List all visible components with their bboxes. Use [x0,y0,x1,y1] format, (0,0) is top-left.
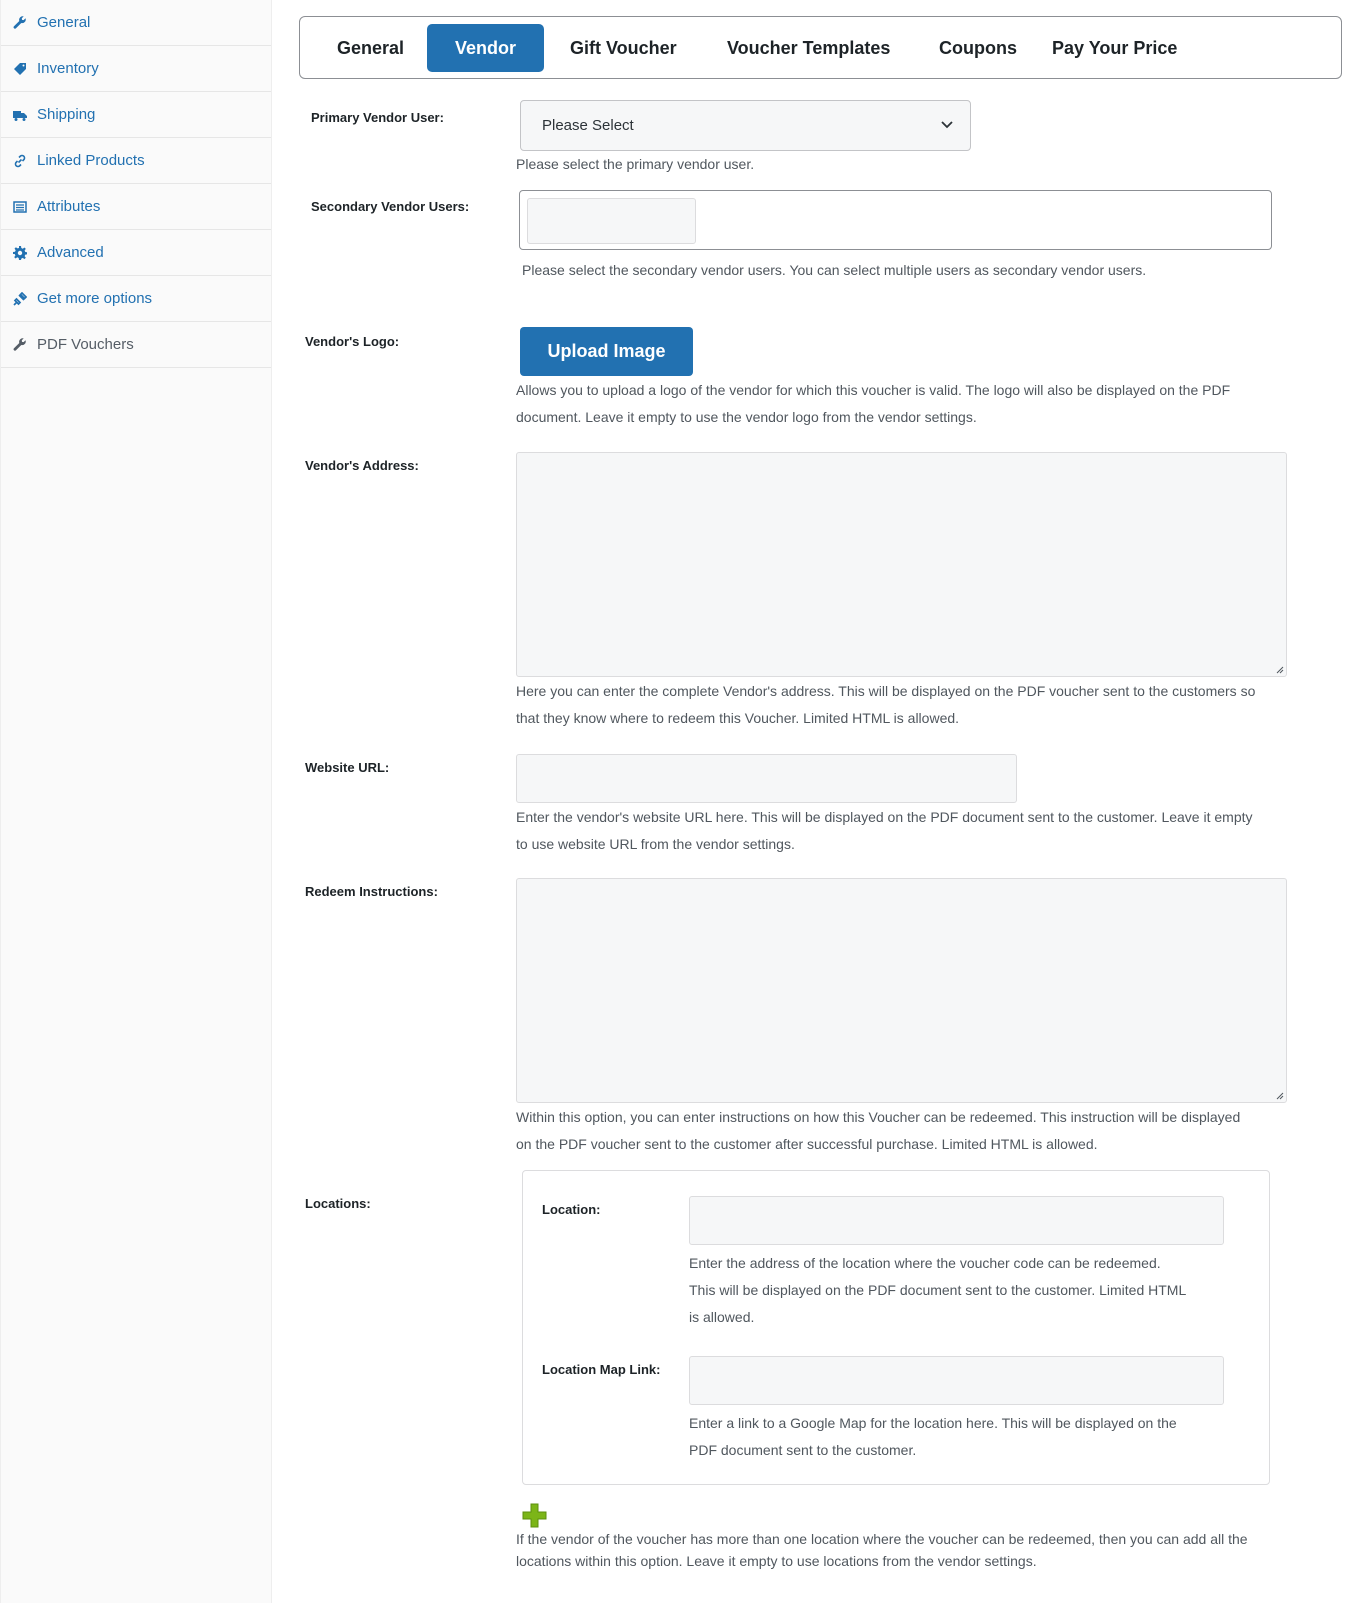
location-help-line1: Enter the address of the location where the voucher code can be redeemed. [689,1255,1161,1271]
location-map-link-label: Location Map Link: [542,1362,661,1377]
vendor-address-label: Vendor's Address: [305,458,419,473]
sidebar-item-advanced[interactable] [1,230,271,276]
wrench-icon [13,338,27,352]
secondary-vendors-search-input[interactable] [527,198,696,244]
locations-help-line1: If the vendor of the voucher has more than one location where the voucher can be redeemed, then you can add all the [516,1531,1248,1547]
resize-grip-icon[interactable] [1275,1091,1284,1100]
sidebar-item-shipping[interactable] [1,92,271,138]
tab-general[interactable]: General [337,38,405,58]
sidebar-item-label: General [37,14,91,31]
secondary-vendors-label: Secondary Vendor Users: [311,199,470,214]
sidebar-item-get-more-options[interactable] [1,276,271,322]
add-location-plus-icon[interactable] [522,1503,547,1528]
redeem-instructions-help-line1: Within this option, you can enter instructions on how this Voucher can be redeemed. This instruction will be displayed [516,1109,1241,1125]
sidebar-item-attributes[interactable] [1,184,271,230]
vendor-address-help-line1: Here you can enter the complete Vendor's address. This will be displayed on the PDF voucher sent to the customers so [516,683,1256,699]
redeem-instructions-textarea[interactable] [516,878,1287,1103]
location-help-line2: This will be displayed on the PDF document sent to the customer. Limited HTML [689,1282,1187,1298]
website-url-help-line1: Enter the vendor's website URL here. This will be displayed on the PDF document sent to the customer. Leave it empty [516,809,1253,825]
upload-image-button[interactable]: Upload Image [520,327,693,376]
tab-gift-voucher[interactable]: Gift Voucher [570,38,677,58]
vendor-logo-help-line1: Allows you to upload a logo of the vendor for which this voucher is valid. The logo will also be displayed on the PDF [516,382,1231,398]
list-icon [13,200,27,214]
website-url-label: Website URL: [305,760,390,775]
voucher-tabs [299,16,1342,79]
tab-pay-your-price[interactable]: Pay Your Price [1052,38,1178,58]
location-input[interactable] [689,1196,1224,1245]
sidebar-item-inventory[interactable] [1,46,271,92]
sidebar-item-label: Attributes [37,198,101,215]
wrench-icon [13,16,27,30]
tab-voucher-templates[interactable]: Voucher Templates [727,38,891,58]
truck-icon [13,108,27,122]
resize-grip-icon[interactable] [1275,665,1284,674]
tag-icon [13,62,27,76]
location-entry [522,1170,1270,1485]
sidebar-item-label: Linked Products [37,152,145,169]
sidebar-item-linked-products[interactable] [1,138,271,184]
tab-coupons[interactable]: Coupons [939,38,1017,58]
sidebar-item-label: Advanced [37,244,104,261]
vendor-address-textarea[interactable] [516,452,1287,677]
primary-vendor-select[interactable] [520,100,971,151]
link-icon [13,154,27,168]
location-map-help-line2: PDF document sent to the customer. [689,1442,917,1458]
sidebar-item-label: Inventory [37,60,99,77]
redeem-instructions-help-line2: on the PDF voucher sent to the customer after successful purchase. Limited HTML is allowed. [516,1136,1098,1152]
sidebar-item-label: Get more options [37,290,153,307]
sidebar-item-label: PDF Vouchers [37,336,134,353]
tab-vendor[interactable]: Vendor [427,24,544,72]
locations-help-line2: locations within this option. Leave it empty to use locations from the vendor settings. [516,1553,1037,1569]
primary-vendor-label: Primary Vendor User: [311,110,444,125]
website-url-input[interactable] [516,754,1017,803]
secondary-vendors-select[interactable] [519,190,1272,250]
product-data-sidebar [0,0,272,1603]
redeem-instructions-label: Redeem Instructions: [305,884,438,899]
vendor-logo-label: Vendor's Logo: [305,334,400,349]
sidebar-item-pdf-vouchers[interactable] [1,322,271,368]
primary-vendor-value: Please Select [542,117,634,134]
vendor-address-help-line2: that they know where to redeem this Voucher. Limited HTML is allowed. [516,710,960,726]
location-help-line3: is allowed. [689,1309,755,1325]
location-map-link-input[interactable] [689,1356,1224,1405]
location-map-help-line1: Enter a link to a Google Map for the location here. This will be displayed on the [689,1415,1177,1431]
chevron-down-icon [940,117,954,131]
sidebar-item-general[interactable] [1,0,271,46]
vendor-logo-help-line2: document. Leave it empty to use the vendor logo from the vendor settings. [516,409,977,425]
gear-icon [13,246,27,260]
primary-vendor-help: Please select the primary vendor user. [516,156,755,172]
location-label: Location: [542,1202,601,1217]
plug-icon [13,292,27,306]
locations-label: Locations: [305,1196,371,1211]
website-url-help-line2: to use website URL from the vendor settings. [516,836,795,852]
sidebar-item-label: Shipping [37,106,96,123]
secondary-vendors-help: Please select the secondary vendor users. You can select multiple users as secondary vendor users. [522,262,1147,278]
